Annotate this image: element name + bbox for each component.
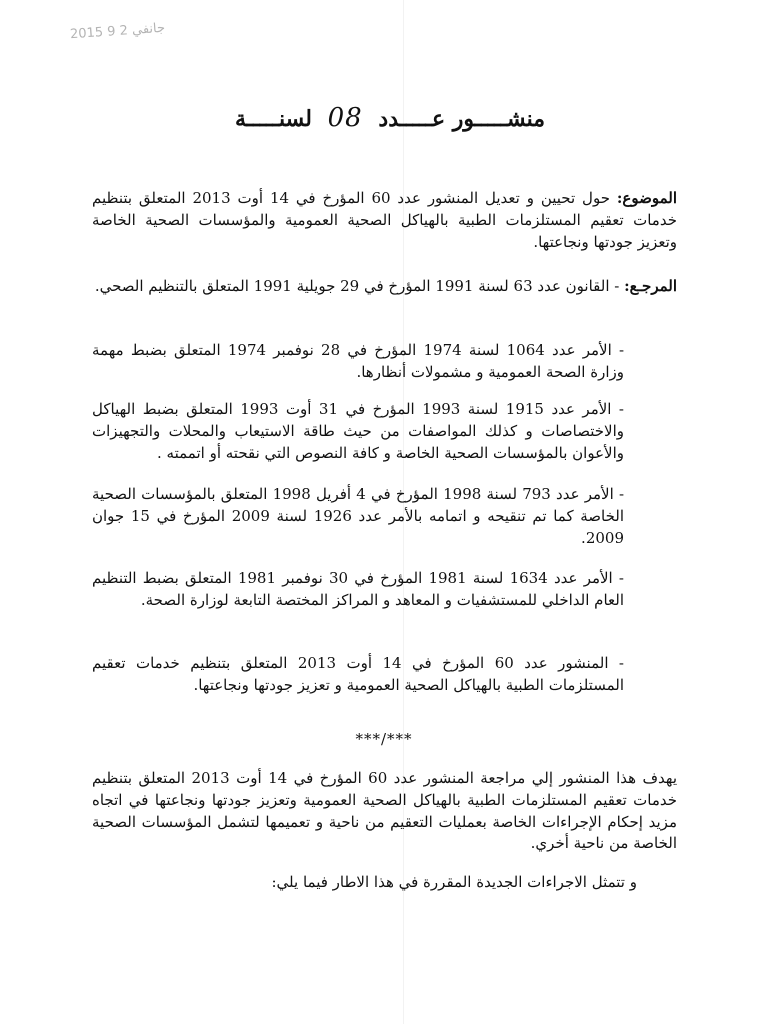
- reference-item: - المنشور عدد 60 المؤرخ في 14 أوت 2013 المتعلق بتنظيم خدمات تعقيم المستلزمات الطبية بالهياكل الصحية العمومية و تعزيز جودتها ونجاعتها.: [92, 654, 625, 694]
- date-stamp: 2015 جانفي 2 9: [69, 20, 166, 43]
- document-title: [200, 103, 580, 133]
- closing-line: و تتمثل الاجراءات الجديدة المقررة في هذا الاطار فيما يلي:: [271, 873, 637, 891]
- reference-item: - الأمر عدد 1915 لسنة 1993 المؤرخ في 31 أوت 1993 المتعلق بضبط الهياكل والاختصاصات و كذلك المواصفات من حيث طاقة الاستيعاب والمحلات والتجهيزات والأعوان بالمؤسسات الصحية الخاصة و كافة النصوص التي نقحته أو اتممته .: [92, 400, 624, 462]
- title-word: منشـــــور عـــــدد: [378, 106, 546, 132]
- title-number: 08: [327, 103, 363, 133]
- subject-text: حول تحيين و تعديل المنشور عدد 60 المؤرخ في 14 أوت 2013 المتعلق بتنظيم خدمات تعقيم المستلزمات الطبية بالهياكل الصحية العمومية والمؤسسات الصحية الخاصة وتعزيز جودتها ونجاعتها.: [92, 189, 677, 251]
- title-suffix: لسنـــــة: [234, 106, 312, 132]
- body-paragraph: يهدف هذا المنشور إلي مراجعة المنشور عدد 60 المؤرخ في 14 أوت 2013 المتعلق بتنظيم خدمات تعقيم المستلزمات الطبية بالهياكل الصحية العمومية وتعزيز جودتها ونجاعتها في اتجاه مزيد إحكام الإجراءات الخاصة بعمليات التعقيم من ناحية و تعميمها لتشمل المؤسسات الصحية الخاصة من ناحية أخري.: [92, 769, 677, 853]
- reference-item: - الأمر عدد 1064 لسنة 1974 المؤرخ في 28 نوفمبر 1974 المتعلق بضبط مهمة وزارة الصحة العمومية و مشمولات أنظارها.: [92, 341, 625, 381]
- reference-paragraph: [92, 276, 677, 298]
- reference-item: - الأمر عدد 1634 لسنة 1981 المؤرخ في 30 نوفمبر 1981 المتعلق بضبط التنظيم العام الداخلي للمستشفيات و المعاهد و المراكز المختصة التابعة لوزارة الصحة.: [92, 569, 624, 609]
- section-separator: ***/***: [355, 730, 413, 748]
- reference-label: المرجـع:: [624, 277, 677, 295]
- reference-item: - القانون عدد 63 لسنة 1991 المؤرخ في 29 جويلية 1991 المتعلق بالتنظيم الصحي.: [94, 277, 620, 295]
- reference-item: - الأمر عدد 793 لسنة 1998 المؤرخ في 4 أفريل 1998 المتعلق بالمؤسسات الصحية الخاصة كما تم تنقيحه و اتمامه بالأمر عدد 1926 لسنة 2009 المؤرخ في 15 جوان 2009.: [92, 485, 625, 547]
- subject-paragraph: [92, 188, 677, 253]
- subject-label: الموضوع:: [616, 189, 677, 207]
